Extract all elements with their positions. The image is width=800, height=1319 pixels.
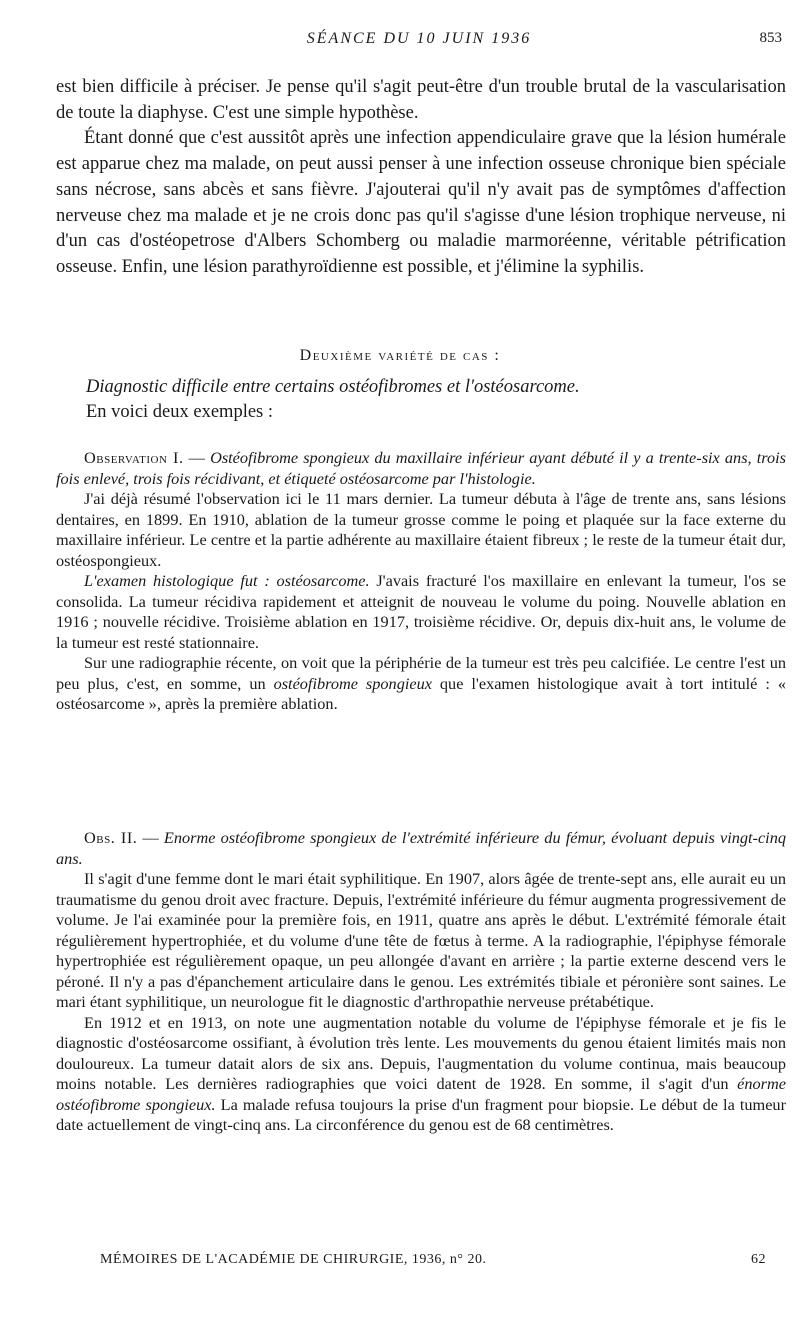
observation-1-diagnosis: ostéofibrome spongieux — [273, 673, 432, 693]
lead-paragraph-2: Étant donné que c'est aussitôt après une infection appendiculaire grave que la lésion humérale est apparue chez ma malade, on peut aussi penser à une infection osseuse chronique bien spéciale sans nécrose, sans abcès et sans fièvre. J'ajouterai qu'il n'y avait pas de symptômes d'affection nerveuse chez ma malade et je ne crois donc pas qu'il s'agisse d'une lésion trophique nerveuse, ni d'un cas d'ostéopetrose d'Albers Schomberg ou maladie marmoréenne, véritable pétrification osseuse. Enfin, une lésion parathyroïdienne est possible, et j'élimine la syphilis. — [56, 128, 786, 277]
section-intro: En voici deux exemples : — [86, 402, 274, 422]
lead-paragraph-1: est bien difficile à préciser. Je pense qu'il s'agit peut-être d'un trouble brutal de la vascularisation de toute la diaphyse. C'est une simple hypothèse. — [56, 77, 786, 123]
observation-1-dash: — — [183, 448, 211, 467]
observation-2-paragraph-1: Il s'agit d'une femme dont le mari était syphilitique. En 1907, alors âgée de trente-sept ans, elle aurait eu un traumatisme du genou droit avec fracture. Depuis, l'extrémité inférieure du fémur augmenta progressivement de volume. Je l'ai examinée pour la première fois, en 1911, quatre ans après le début. L'extrémité fémorale était régulièrement hypertrophiée, et du volume d'une tête de fœtus à terme. A la radiographie, l'épiphyse fémorale hypertrophiée est régulièrement opaque, un peu allongée d'avant en arrière ; la partie externe descend vers le péroné. Il n'y a pas d'épanchement articulaire dans le genou. Les extrémités tibiale et péronière sont saines. Le mari étant syphilitique, un neurologue fit le diagnostic d'arthropathie nerveuse prétabétique. — [56, 869, 786, 1011]
running-head-title: SÉANCE DU 10 JUIN 1936 — [306, 30, 532, 47]
footer-sheet-number: 62 — [751, 1252, 766, 1267]
observation-1-paragraph-3-start: Sur une radiographie récente, on voit que la périphérie de la tumeur est très peu calcifiée. Le centre l'est un peu plus, c'est, en somme, un — [56, 653, 786, 693]
observation-2-label: Obs. II. — [84, 828, 138, 847]
observation-1-paragraph-1: J'ai déjà résumé l'observation ici le 11 mars dernier. La tumeur débuta à l'âge de trente ans, sans lésions dentaires, en 1899. En 1910, ablation de la tumeur grosse comme le poing et plaquée sur la face externe du maxillaire inférieur. Le centre et la partie adhérente au maxillaire étaient fibreux ; le reste de la tumeur était dur, ostéospongieux. — [56, 489, 786, 570]
observation-1-label: Observation I. — [84, 448, 184, 467]
observation-1-histology: L'examen histologique fut : ostéosarcome. — [84, 571, 370, 590]
observation-2-paragraph-2-start: En 1912 et en 1913, on note une augmentation notable du volume de l'épiphyse fémorale et je fis le diagnostic d'ostéosarcome ossifiant, à évolution très lente. Les mouvements du genou étaient limités mais non douloureux. La tumeur datait alors de six ans. Depuis, l'augmentation du volume continua, mais beaucoup moins notable. Les dernières radiographies que voici datent de 1928. En somme, il s'agit d'un — [56, 1012, 786, 1093]
observation-1-title: Ostéofibrome spongieux du maxillaire inférieur ayant débuté il y a trente-six ans, trois fois enlevé, trois fois récidivant, et étiqueté ostéosarcome par l'histologie. — [56, 448, 786, 488]
observation-2-paragraph-2 — [56, 1013, 786, 1136]
section-subtitle: Diagnostic difficile entre certains ostéofibromes et l'ostéosarcome. — [86, 377, 580, 397]
observation-1-paragraph-2 — [56, 571, 786, 653]
running-head — [56, 30, 782, 54]
observation-2-diagnosis: énorme ostéofibrome spongieux. — [56, 1074, 786, 1114]
observation-1-heading — [56, 448, 786, 489]
section-title: Deuxième variété de cas : — [299, 347, 501, 364]
footer-journal: MÉMOIRES DE L'ACADÉMIE DE CHIRURGIE, 1936, n° 20. — [100, 1252, 487, 1267]
observation-2-paragraph-2-end: La malade refusa toujours la prise d'un fragment pour biopsie. Le début de la tumeur date actuellement de vingt-cinq ans. La circonférence du genou est de 68 centimètres. — [56, 1094, 786, 1134]
page-number: 853 — [759, 30, 782, 46]
observation-1-paragraph-3-end: que l'examen histologique avait à tort intitulé : « ostéosarcome », après la première ablation. — [56, 673, 786, 713]
observation-2-title: Enorme ostéofibrome spongieux de l'extrémité inférieure du fémur, évoluant depuis vingt-cinq ans. — [56, 828, 786, 868]
observation-1-paragraph-2-text: J'avais fracturé l'os maxillaire en enlevant la tumeur, l'os se consolida. La tumeur récidiva rapidement et atteignit de nouveau le volume du poing. Nouvelle ablation en 1916 ; nouvelle récidive. Troisième ablation en 1917, troisième récidive. Or, depuis dix-huit ans, le volume de la tumeur est resté stationnaire. — [56, 571, 786, 652]
observation-1-paragraph-3 — [56, 653, 786, 715]
observation-2-dash: — — [137, 828, 164, 847]
observation-2-heading — [56, 828, 786, 869]
observation-1 — [56, 448, 786, 715]
lead-text — [56, 75, 786, 281]
observation-2 — [56, 828, 786, 1136]
